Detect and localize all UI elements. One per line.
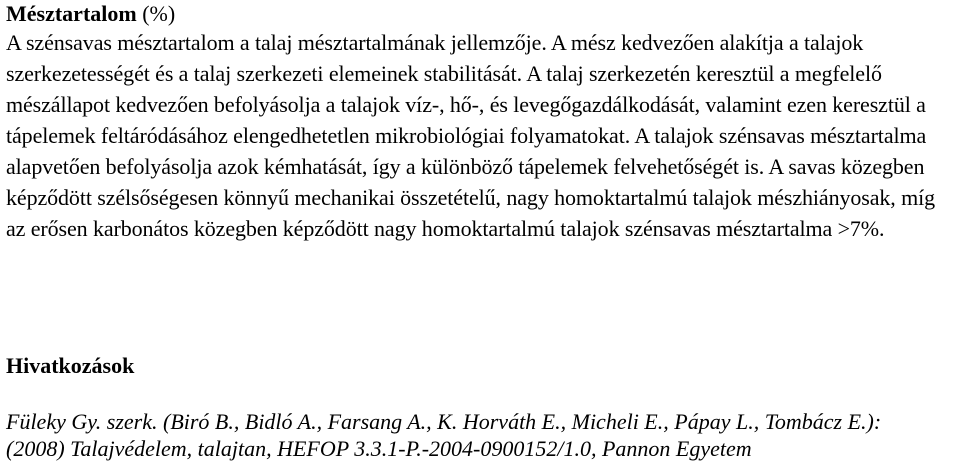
section-heading	[6, 0, 958, 27]
reference-authors-text: Füleky Gy. szerk. (Biró B., Bidló A., Farsang A., K. Horváth E., Micheli E., Pápay L., Tombácz E.):	[6, 409, 882, 434]
section-unit: (%)	[136, 1, 176, 26]
reference-line-authors	[6, 408, 881, 436]
reference-publication-text: (2008) Talajvédelem, talajtan, HEFOP 3.3.1-P.-2004-0900152/1.0, Pannon Egyetem	[6, 436, 752, 461]
references-heading: Hivatkozások	[6, 353, 135, 378]
section-title: Mésztartalom	[6, 1, 137, 26]
section-paragraph: A szénsavas mésztartalom a talaj mésztartalmának jellemzője. A mész kedvezően alakítja a talajok szerkezetességét és a talaj szerkezeti elemeinek stabilitását. A talaj szerkezetén keresztül a megfelelő mészállapot kedvezően befolyásolja a talajok víz-, hő-, és levegőgazdálkodását, valamint ezen keresztül a tápelemek feltáródásához elengedhetetlen mikrobiológiai folyamatokat. A talajok szénsavas mésztartalma alapvetően befolyásolja azok kémhatását, így a különböző tápelemek felvehetőségét is. A savas közegben képződött szélsőségesen könnyű mechanikai összetételű, nagy homoktartalmú talajok mészhiányosak, míg az erősen karbonátos közegben képződött nagy homoktartalmú talajok szénsavas mésztartalma >7%.	[6, 30, 936, 241]
document-page	[6, 0, 958, 461]
reference-line-publication	[6, 435, 752, 463]
